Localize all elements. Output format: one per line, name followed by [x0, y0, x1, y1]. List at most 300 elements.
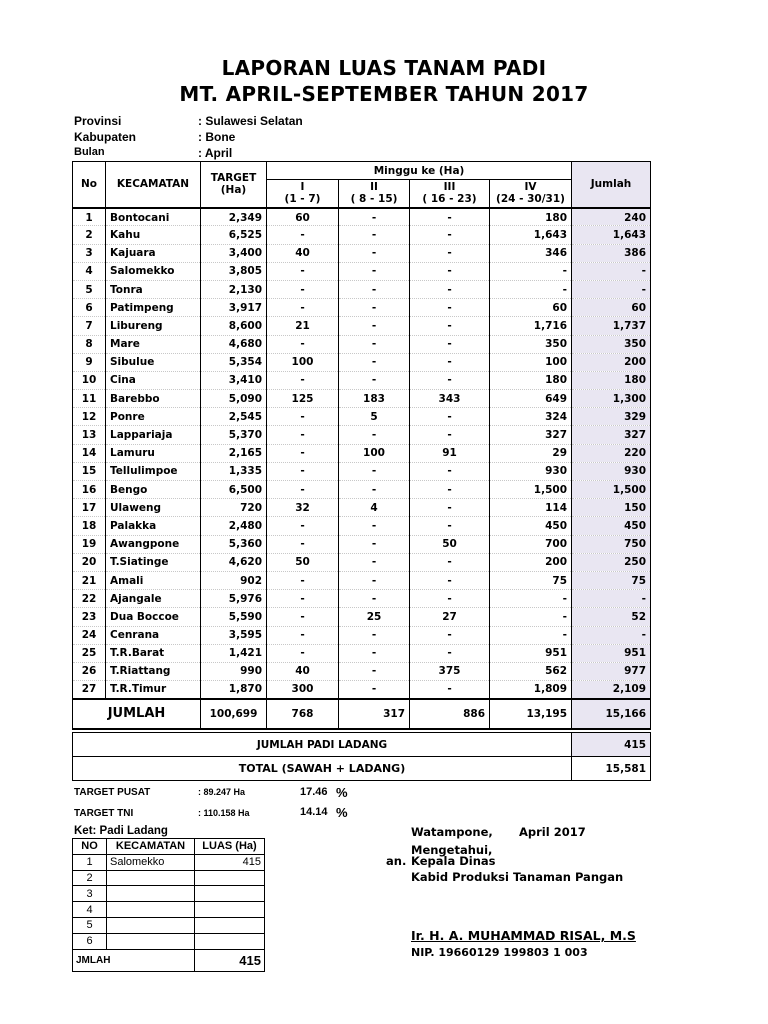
meta-value: : April: [198, 146, 233, 160]
jumlah-target: 100,699: [201, 699, 267, 729]
cell-w4: 60: [490, 299, 572, 317]
cell-jumlah: 750: [572, 535, 651, 553]
table-row: [73, 481, 651, 499]
cell-jumlah: 240: [572, 208, 651, 226]
jumlah-w2: 317: [339, 699, 410, 729]
cell-target: 2,545: [201, 408, 267, 426]
total-label: TOTAL (SAWAH + LADANG): [73, 757, 572, 781]
ladang-row: [73, 902, 265, 918]
jumlah-w1: 768: [267, 699, 339, 729]
meta-bulan: [74, 146, 233, 160]
ladang-cell-kec: [107, 902, 195, 918]
cell-w1: -: [267, 517, 339, 535]
table-row: [73, 208, 651, 226]
sig-name: Ir. H. A. MUHAMMAD RISAL, M.S: [411, 928, 636, 943]
table-row: [73, 553, 651, 571]
table-row: [73, 426, 651, 444]
cell-w4: -: [490, 626, 572, 644]
cell-w1: 21: [267, 317, 339, 335]
cell-no: 27: [73, 681, 106, 699]
cell-w3: -: [410, 280, 490, 298]
cell-no: 20: [73, 553, 106, 571]
header-week-3: III ( 16 - 23): [410, 180, 490, 208]
cell-jumlah: 951: [572, 644, 651, 662]
ladang-cell-luas: [195, 870, 265, 886]
table-row: [73, 371, 651, 389]
cell-w3: -: [410, 317, 490, 335]
cell-no: 25: [73, 644, 106, 662]
cell-w4: 200: [490, 553, 572, 571]
cell-no: 6: [73, 299, 106, 317]
cell-w4: 562: [490, 662, 572, 680]
cell-w2: -: [339, 517, 410, 535]
cell-w4: 180: [490, 371, 572, 389]
cell-no: 19: [73, 535, 106, 553]
cell-w4: 75: [490, 571, 572, 589]
cell-target: 3,400: [201, 244, 267, 262]
cell-w1: 32: [267, 499, 339, 517]
cell-jumlah: 1,737: [572, 317, 651, 335]
cell-w3: -: [410, 626, 490, 644]
jumlah-w3: 886: [410, 699, 490, 729]
cell-w1: -: [267, 626, 339, 644]
cell-w2: 5: [339, 408, 410, 426]
cell-kec: Bontocani: [106, 208, 201, 226]
cell-target: 5,090: [201, 390, 267, 408]
ladang-total-row: [73, 949, 265, 971]
table-row: [73, 408, 651, 426]
cell-no: 13: [73, 426, 106, 444]
cell-kec: T.R.Timur: [106, 681, 201, 699]
cell-target: 1,421: [201, 644, 267, 662]
target-tni-pct: 14.14: [300, 806, 328, 818]
cell-w4: 327: [490, 426, 572, 444]
cell-w2: -: [339, 626, 410, 644]
cell-no: 3: [73, 244, 106, 262]
report-subtitle: MT. APRIL-SEPTEMBER TAHUN 2017: [179, 82, 589, 106]
sig-date: April 2017: [519, 825, 586, 839]
cell-w4: 114: [490, 499, 572, 517]
cell-w1: -: [267, 299, 339, 317]
cell-w1: 60: [267, 208, 339, 226]
cell-kec: Lappariaja: [106, 426, 201, 444]
table-row: [73, 280, 651, 298]
cell-w3: -: [410, 462, 490, 480]
table-row: [73, 244, 651, 262]
cell-kec: Bengo: [106, 481, 201, 499]
target-pusat-sign: %: [336, 785, 348, 800]
cell-no: 11: [73, 390, 106, 408]
cell-kec: Barebbo: [106, 390, 201, 408]
cell-w4: 649: [490, 390, 572, 408]
jumlah-row: [73, 699, 651, 729]
cell-w2: -: [339, 535, 410, 553]
cell-target: 1,335: [201, 462, 267, 480]
table-row: [73, 644, 651, 662]
jumlah-total: 15,166: [572, 699, 651, 729]
cell-w3: -: [410, 681, 490, 699]
cell-target: 2,480: [201, 517, 267, 535]
cell-w2: 4: [339, 499, 410, 517]
target-pusat-value: : 89.247 Ha: [198, 787, 246, 797]
cell-no: 4: [73, 262, 106, 280]
cell-jumlah: -: [572, 626, 651, 644]
cell-target: 1,870: [201, 681, 267, 699]
cell-target: 5,590: [201, 608, 267, 626]
cell-no: 21: [73, 571, 106, 589]
cell-w4: 1,643: [490, 226, 572, 244]
ladang-cell-kec: [107, 933, 195, 949]
cell-kec: Ponre: [106, 408, 201, 426]
cell-w2: -: [339, 299, 410, 317]
cell-w1: 40: [267, 244, 339, 262]
cell-w2: -: [339, 262, 410, 280]
cell-target: 5,354: [201, 353, 267, 371]
target-tni-label: TARGET TNI: [74, 808, 134, 819]
ladang-cell-no: 5: [73, 917, 107, 933]
cell-target: 2,130: [201, 280, 267, 298]
sig-kepala: Kepala Dinas: [411, 854, 496, 868]
cell-jumlah: 200: [572, 353, 651, 371]
header-minggu: Minggu ke (Ha): [267, 162, 572, 180]
cell-w1: 50: [267, 553, 339, 571]
target-tni-value: : 110.158 Ha: [198, 808, 250, 818]
cell-w3: -: [410, 262, 490, 280]
cell-w1: 100: [267, 353, 339, 371]
cell-w3: -: [410, 499, 490, 517]
header-week-2: II ( 8 - 15): [339, 180, 410, 208]
cell-w2: -: [339, 481, 410, 499]
cell-target: 5,360: [201, 535, 267, 553]
cell-w4: 29: [490, 444, 572, 462]
cell-w1: -: [267, 444, 339, 462]
cell-target: 8,600: [201, 317, 267, 335]
cell-no: 22: [73, 590, 106, 608]
cell-w4: 700: [490, 535, 572, 553]
meta-label: Bulan: [74, 146, 105, 158]
meta-provinsi: [74, 114, 303, 128]
ladang-row: [73, 870, 265, 886]
cell-w1: -: [267, 462, 339, 480]
cell-jumlah: 180: [572, 371, 651, 389]
padi-ladang-table: [72, 838, 265, 972]
ladang-cell-kec: [107, 870, 195, 886]
cell-target: 3,917: [201, 299, 267, 317]
header-jumlah: Jumlah: [572, 162, 651, 208]
cell-jumlah: -: [572, 262, 651, 280]
ladang-cell-luas: [195, 933, 265, 949]
cell-target: 2,349: [201, 208, 267, 226]
cell-w2: -: [339, 462, 410, 480]
cell-jumlah: 450: [572, 517, 651, 535]
sig-mengetahui: Mengetahui,: [411, 843, 493, 857]
ladang-row: [73, 854, 265, 870]
cell-w3: 91: [410, 444, 490, 462]
cell-target: 3,410: [201, 371, 267, 389]
cell-jumlah: 1,500: [572, 481, 651, 499]
table-row: [73, 626, 651, 644]
cell-w1: -: [267, 371, 339, 389]
cell-jumlah: 1,300: [572, 390, 651, 408]
ladang-cell-no: 1: [73, 854, 107, 870]
ladang-cell-kec: [107, 886, 195, 902]
cell-w4: 1,500: [490, 481, 572, 499]
cell-no: 8: [73, 335, 106, 353]
cell-kec: Kajuara: [106, 244, 201, 262]
cell-kec: Awangpone: [106, 535, 201, 553]
cell-jumlah: 350: [572, 335, 651, 353]
cell-w3: -: [410, 335, 490, 353]
cell-w4: 346: [490, 244, 572, 262]
cell-w2: -: [339, 553, 410, 571]
ladang-cell-kec: [107, 917, 195, 933]
sig-an: an.: [386, 854, 407, 868]
table-row: [73, 226, 651, 244]
cell-jumlah: 930: [572, 462, 651, 480]
cell-kec: Salomekko: [106, 262, 201, 280]
ladang-header-kecamatan: KECAMATAN: [107, 839, 195, 855]
cell-jumlah: 150: [572, 499, 651, 517]
cell-w4: 1,809: [490, 681, 572, 699]
sig-place: Watampone,: [411, 825, 493, 839]
ladang-row: [73, 917, 265, 933]
cell-w3: -: [410, 226, 490, 244]
cell-w1: -: [267, 608, 339, 626]
meta-kabupaten: [74, 130, 236, 144]
ladang-header-luas: LUAS (Ha): [195, 839, 265, 855]
jumlah-label: JUMLAH: [73, 699, 201, 729]
meta-label: Kabupaten: [74, 130, 137, 144]
cell-w2: -: [339, 662, 410, 680]
cell-w3: -: [410, 408, 490, 426]
header-week-4: IV (24 - 30/31): [490, 180, 572, 208]
cell-jumlah: 75: [572, 571, 651, 589]
cell-w3: 50: [410, 535, 490, 553]
cell-w4: 180: [490, 208, 572, 226]
table-row: [73, 517, 651, 535]
table-row: [73, 662, 651, 680]
ladang-row: [73, 933, 265, 949]
table-row: [73, 262, 651, 280]
cell-w2: -: [339, 244, 410, 262]
cell-kec: T.Siatinge: [106, 553, 201, 571]
luas-tanam-table: [72, 161, 651, 781]
cell-target: 5,976: [201, 590, 267, 608]
cell-w1: -: [267, 226, 339, 244]
meta-label: Provinsi: [74, 114, 122, 128]
cell-w4: -: [490, 280, 572, 298]
meta-value: : Sulawesi Selatan: [198, 114, 303, 128]
cell-w2: -: [339, 644, 410, 662]
cell-w2: -: [339, 317, 410, 335]
cell-jumlah: 220: [572, 444, 651, 462]
sig-kabid: Kabid Produksi Tanaman Pangan: [411, 870, 624, 884]
padi-ladang-row: [73, 733, 651, 757]
cell-kec: Mare: [106, 335, 201, 353]
cell-kec: Lamuru: [106, 444, 201, 462]
cell-no: 23: [73, 608, 106, 626]
header-kecamatan: KECAMATAN: [106, 162, 201, 208]
cell-jumlah: 329: [572, 408, 651, 426]
cell-w4: -: [490, 262, 572, 280]
cell-jumlah: 250: [572, 553, 651, 571]
ladang-total-value: 415: [195, 949, 265, 971]
table-row: [73, 299, 651, 317]
header-target: TARGET (Ha): [201, 162, 267, 208]
cell-target: 720: [201, 499, 267, 517]
cell-w3: 375: [410, 662, 490, 680]
cell-target: 2,165: [201, 444, 267, 462]
cell-kec: Dua Boccoe: [106, 608, 201, 626]
cell-w4: 324: [490, 408, 572, 426]
cell-jumlah: 60: [572, 299, 651, 317]
cell-no: 16: [73, 481, 106, 499]
cell-no: 18: [73, 517, 106, 535]
cell-target: 5,370: [201, 426, 267, 444]
target-pusat-pct: 17.46: [300, 786, 328, 798]
table-row: [73, 590, 651, 608]
padi-ladang-label: JUMLAH PADI LADANG: [73, 733, 572, 757]
target-pusat-label: TARGET PUSAT: [74, 787, 151, 798]
cell-w2: 183: [339, 390, 410, 408]
cell-w3: -: [410, 353, 490, 371]
cell-w1: -: [267, 481, 339, 499]
cell-no: 9: [73, 353, 106, 371]
ladang-cell-kec: Salomekko: [107, 854, 195, 870]
cell-w3: -: [410, 426, 490, 444]
ladang-cell-no: 2: [73, 870, 107, 886]
cell-kec: Amali: [106, 571, 201, 589]
cell-no: 24: [73, 626, 106, 644]
cell-jumlah: 977: [572, 662, 651, 680]
cell-w3: -: [410, 244, 490, 262]
cell-target: 902: [201, 571, 267, 589]
cell-w4: -: [490, 608, 572, 626]
cell-jumlah: 2,109: [572, 681, 651, 699]
cell-w2: -: [339, 426, 410, 444]
cell-w2: -: [339, 681, 410, 699]
cell-no: 2: [73, 226, 106, 244]
cell-w2: -: [339, 371, 410, 389]
cell-w3: -: [410, 517, 490, 535]
cell-target: 3,805: [201, 262, 267, 280]
report-title: LAPORAN LUAS TANAM PADI: [221, 56, 547, 80]
table-row: [73, 353, 651, 371]
total-value: 15,581: [572, 757, 651, 781]
cell-w3: 343: [410, 390, 490, 408]
cell-no: 1: [73, 208, 106, 226]
cell-w3: 27: [410, 608, 490, 626]
cell-w2: -: [339, 226, 410, 244]
ladang-cell-no: 3: [73, 886, 107, 902]
cell-kec: Tonra: [106, 280, 201, 298]
cell-no: 15: [73, 462, 106, 480]
cell-w2: -: [339, 590, 410, 608]
cell-target: 4,620: [201, 553, 267, 571]
table-row: [73, 390, 651, 408]
cell-w3: -: [410, 590, 490, 608]
cell-jumlah: 386: [572, 244, 651, 262]
ladang-cell-no: 6: [73, 933, 107, 949]
cell-target: 3,595: [201, 626, 267, 644]
cell-kec: Patimpeng: [106, 299, 201, 317]
ladang-cell-luas: [195, 886, 265, 902]
cell-w3: -: [410, 299, 490, 317]
cell-kec: Kahu: [106, 226, 201, 244]
cell-w3: -: [410, 371, 490, 389]
cell-jumlah: -: [572, 590, 651, 608]
target-tni-sign: %: [336, 805, 348, 820]
cell-w2: -: [339, 571, 410, 589]
cell-w1: 40: [267, 662, 339, 680]
table-row: [73, 317, 651, 335]
table-row: [73, 535, 651, 553]
cell-w1: 125: [267, 390, 339, 408]
cell-kec: Libureng: [106, 317, 201, 335]
cell-w3: -: [410, 481, 490, 499]
cell-kec: Palakka: [106, 517, 201, 535]
cell-jumlah: 52: [572, 608, 651, 626]
cell-kec: T.Riattang: [106, 662, 201, 680]
table-row: [73, 571, 651, 589]
cell-jumlah: 1,643: [572, 226, 651, 244]
cell-no: 5: [73, 280, 106, 298]
cell-kec: Cenrana: [106, 626, 201, 644]
cell-no: 12: [73, 408, 106, 426]
cell-w2: 25: [339, 608, 410, 626]
cell-w1: -: [267, 571, 339, 589]
cell-no: 26: [73, 662, 106, 680]
cell-w2: 100: [339, 444, 410, 462]
cell-no: 14: [73, 444, 106, 462]
cell-w1: -: [267, 335, 339, 353]
cell-w4: 930: [490, 462, 572, 480]
ladang-cell-no: 4: [73, 902, 107, 918]
padi-ladang-value: 415: [572, 733, 651, 757]
cell-w2: -: [339, 353, 410, 371]
header-no: No: [73, 162, 106, 208]
ladang-total-label: JMLAH: [73, 949, 195, 971]
cell-target: 990: [201, 662, 267, 680]
cell-w2: -: [339, 335, 410, 353]
cell-w1: -: [267, 535, 339, 553]
cell-w2: -: [339, 208, 410, 226]
cell-w1: -: [267, 426, 339, 444]
cell-kec: Sibulue: [106, 353, 201, 371]
total-row: [73, 757, 651, 781]
cell-kec: Tellulimpoe: [106, 462, 201, 480]
cell-w1: -: [267, 280, 339, 298]
cell-jumlah: -: [572, 280, 651, 298]
cell-w1: -: [267, 590, 339, 608]
cell-no: 17: [73, 499, 106, 517]
cell-target: 6,525: [201, 226, 267, 244]
cell-w3: -: [410, 208, 490, 226]
cell-jumlah: 327: [572, 426, 651, 444]
table-row: [73, 681, 651, 699]
cell-w3: -: [410, 571, 490, 589]
cell-w2: -: [339, 280, 410, 298]
cell-w3: -: [410, 553, 490, 571]
header-week-1: I (1 - 7): [267, 180, 339, 208]
cell-w4: 951: [490, 644, 572, 662]
cell-w1: -: [267, 262, 339, 280]
cell-w4: 1,716: [490, 317, 572, 335]
cell-no: 7: [73, 317, 106, 335]
table-row: [73, 444, 651, 462]
cell-kec: T.R.Barat: [106, 644, 201, 662]
meta-value: : Bone: [198, 130, 236, 144]
